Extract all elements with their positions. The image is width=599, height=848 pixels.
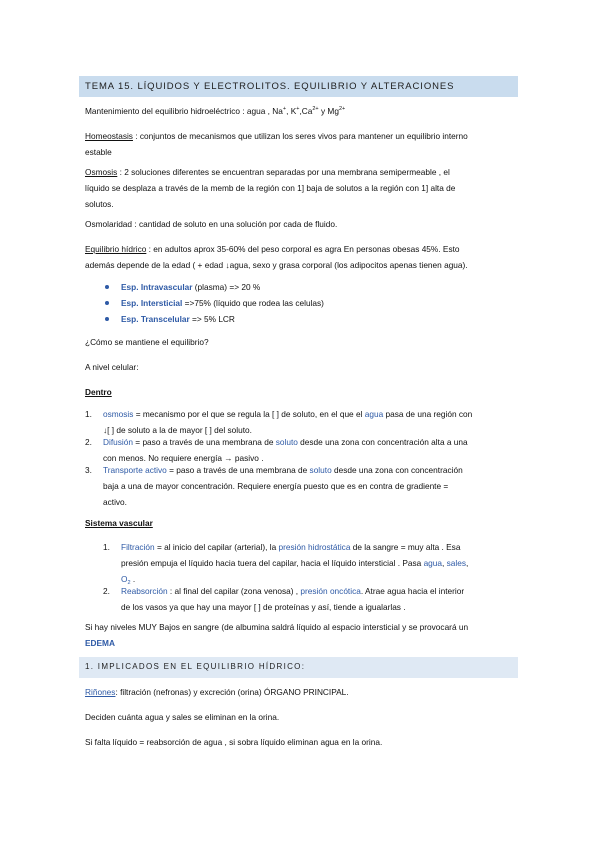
ca-text: ,Ca [299,106,313,116]
item-line2: presión empuja el líquido hacia tuera del capilar, hacia el líquido intersticial . Pasa [121,558,424,568]
vascular-item-reabsorcion [121,583,464,615]
osmosis-line1: : 2 soluciones diferentes se encuentran separadas por una membrana semipermeable , el [117,167,450,177]
mg-text: y Mg [318,106,339,116]
homeostasis-term: Homeostasis [85,131,133,141]
list-number: 1. [85,409,92,419]
item-text: = mecanismo por el que se regula la [ ] de soluto, en el que el [133,409,365,419]
item-keyword: presión oncótica [300,586,361,596]
si-falta-text: Si falta líquido = reabsorción de agua , si sobra líquido eliminan agua en la orina. [85,737,383,747]
item-text: = al inicio del capilar (arterial), la [154,542,279,552]
ca-superscript: 2+ [312,106,319,112]
item-text: desde una zona con concentración alta a una [297,437,468,447]
item-text: . Atrae agua hacia el interior [360,586,465,596]
item-text: , [442,558,447,568]
item-term: Transporte activo [103,465,167,475]
page-title: TEMA 15. LÍQUIDOS Y ELECTROLITOS. EQUILIBRIO Y ALTERACIONES [79,76,518,97]
item-text: desde una zona con concentración [331,465,463,475]
espacio-value: => 5% LCR [189,314,235,324]
o2-subscript: 2 [127,580,131,586]
list-number: 1. [103,542,110,552]
list-number: 3. [85,465,92,475]
espacio-item [121,295,324,311]
edema-line1: Si hay niveles MUY Bajos en sangre (de albumina saldrá líquido al espacio intersticial y se provocará un [85,622,469,632]
k-superscript: + [296,106,300,112]
bullet-icon [105,285,109,289]
item-line3: activo. [103,497,127,507]
intro-paragraph [85,103,345,119]
item-term: Filtración [121,542,155,552]
item-line2: con menos. No requiere energía → pasivo . [103,453,264,463]
espacio-item [121,279,260,295]
mg-superscript: 2+ [338,106,346,112]
espacio-value: (plasma) => 20 % [192,282,261,292]
equilibrio-hidrico-paragraph [85,241,468,273]
item-term: osmosis [103,409,134,419]
bullet-icon [105,317,109,321]
section-heading: 1. IMPLICADOS EN EL EQUILIBRIO HÍDRICO: [79,657,518,678]
rinones-text: : filtración (nefronas) y excreción (orina) ÓRGANO PRINCIPAL. [115,687,349,697]
item-keyword: agua [364,409,384,419]
osmosis-term: Osmosis [85,167,118,177]
item-text: = paso a través de una membrana de [132,437,276,447]
item-text: de la sangre = muy alta . Esa [350,542,461,552]
rinones-paragraph [85,684,349,700]
k-text: , K [286,106,297,116]
espacio-label: Esp. Transcelular [121,314,190,324]
item-keyword: presión hidrostática [278,542,351,552]
item-text: pasa de una región con [383,409,473,419]
dentro-item-transporte [103,462,463,510]
item-keyword: O [121,574,128,584]
espacio-value: =>75% (líquido que rodea las celulas) [182,298,324,308]
rinones-term: Riñones [85,687,116,697]
pregunta-text: ¿Cómo se mantiene el equilibrio? [85,337,209,347]
deciden-text: Deciden cuánta agua y sales se eliminan en la orina. [85,712,280,722]
item-term: Reabsorción [121,586,168,596]
homeostasis-line1: : conjuntos de mecanismos que utilizan los seres vivos para mantener un equilibrio interno [132,131,468,141]
osmolaridad-paragraph: Osmolaridad : cantidad de soluto en una solución por cada de fluido. [85,219,338,229]
osmosis-line3: solutos. [85,199,114,209]
nivel-celular-text: A nivel celular: [85,362,139,372]
espacio-label: Esp. Intersticial [121,298,183,308]
item-keyword: agua [423,558,443,568]
item-line2: baja a una de mayor concentración. Requiere energía puesto que es en contra de gradiente = [103,481,449,491]
equilibrio-hidrico-line1: : en adultos aprox 35-60% del peso corporal es agra En personas obesas 45%. Esto [146,244,460,254]
list-number: 2. [85,437,92,447]
item-line2: de los vasos ya que hay una mayor [ ] de proteínas y así, tiende a igualarlas . [121,602,406,612]
list-number: 2. [103,586,110,596]
dentro-heading: Dentro [85,387,112,397]
espacio-label: Esp. Intravascular [121,282,193,292]
equilibrio-hidrico-term: Equilibrio hídrico [85,244,147,254]
bullet-icon [105,301,109,305]
item-text: : al final del capilar (zona venosa) , [167,586,301,596]
osmosis-line2: líquido se desplaza a través de la memb de la región con 1] baja de solutos a la región con 1] alta de [85,183,456,193]
homeostasis-paragraph [85,128,468,160]
item-term: Difusión [103,437,133,447]
edema-paragraph [85,619,468,651]
item-text: , [466,558,469,568]
item-text: = paso a través de una membrana de [166,465,310,475]
item-text: . [130,574,136,584]
item-line2: ↓[ ] de soluto a la de mayor [ ] del soluto. [103,425,252,435]
item-keyword: soluto [275,437,298,447]
sistema-vascular-heading: Sistema vascular [85,518,153,528]
osmosis-paragraph [85,164,455,212]
vascular-item-filtracion [121,539,468,587]
homeostasis-line2: estable [85,147,112,157]
na-superscript: + [282,106,287,112]
equilibrio-hidrico-line2: además depende de la edad ( + edad ↓agua, sexo y grasa corporal (los adipocitos apenas tienen agua). [85,260,468,270]
item-keyword: sales [446,558,467,568]
edema-term: EDEMA [85,638,115,648]
item-keyword: soluto [309,465,332,475]
espacio-item [121,311,235,327]
intro-text: Mantenimiento del equilibrio hidroeléctrico : agua , Na [85,106,283,116]
